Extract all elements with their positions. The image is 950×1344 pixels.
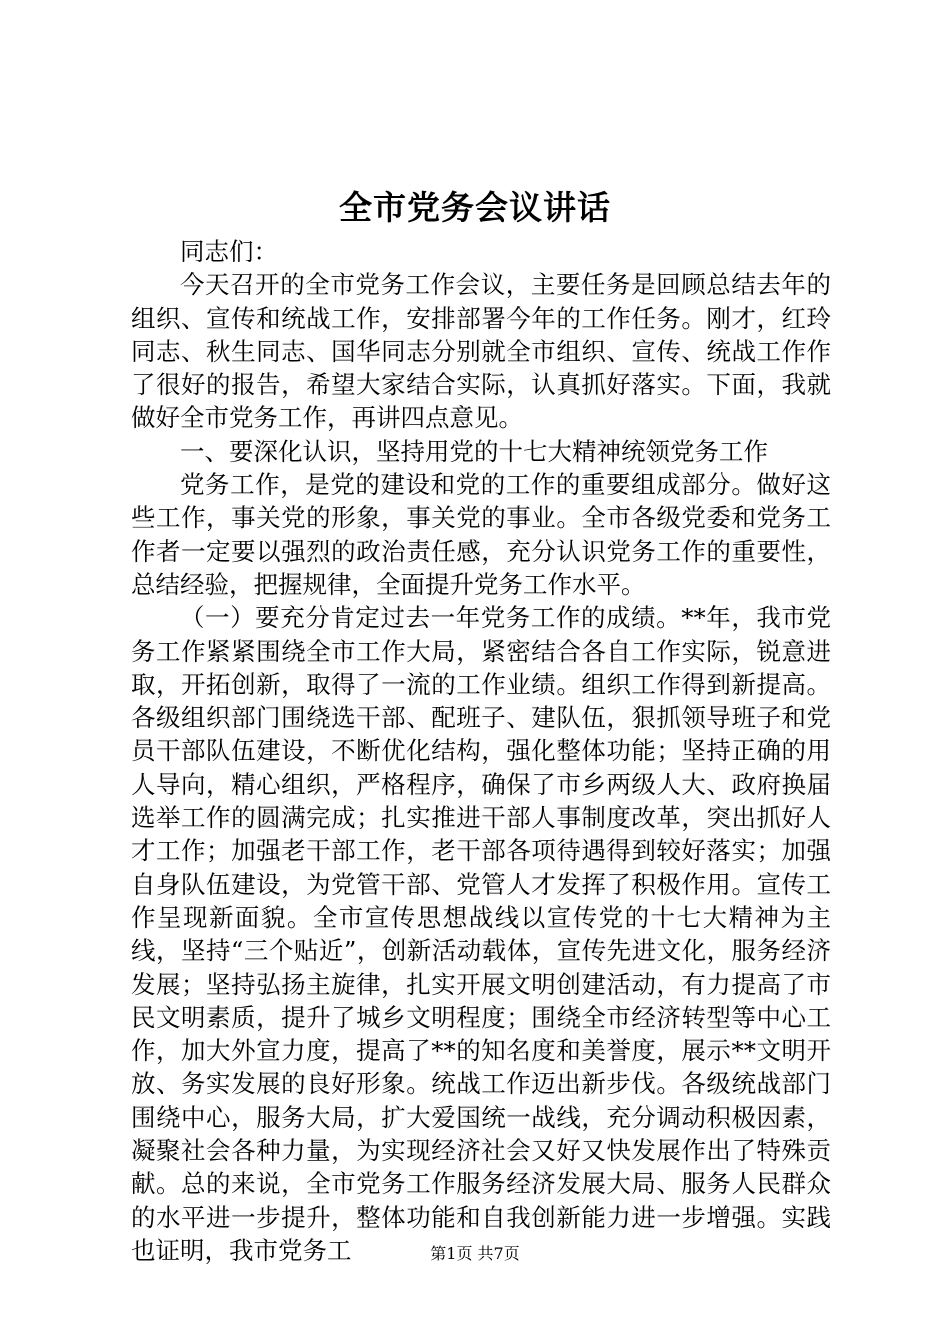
document-title: 全市党务会议讲话 <box>339 188 611 227</box>
section-heading-1: 一、要深化认识，坚持用党的十七大精神统领党务工作 <box>180 436 768 466</box>
document-body <box>131 235 831 1267</box>
salutation-paragraph: 同志们： <box>180 237 278 266</box>
intro-paragraph: 今天召开的全市党务工作会议，主要任务是回顾总结去年的组织、宣传和统战工作，安排部署今年的工作任务。刚才，红玲同志、秋生同志、国华同志分别就全市组织、宣传、统战工作作了很好的报告，希望大家结合实际，认真抓好落实。下面，我就做好全市党务工作，再讲四点意见。 <box>131 270 831 433</box>
subsection-paragraph-1: （一）要充分肯定过去一年党务工作的成绩。**年，我市党务工作紧紧围绕全市工作大局，紧密结合各自工作实际，锐意进取，开拓创新，取得了一流的工作业绩。组织工作得到新提高。各级组织部门围绕选干部、配班子、建队伍，狠抓领导班子和党员干部队伍建设，不断优化结构，强化整体功能；坚持正确的用人导向，精心组织，严格程序，确保了市乡两级人大、政府换届选举工作的圆满完成；扎实推进干部人事制度改革，突出抓好人才工作；加强老干部工作，老干部各项待遇得到较好落实；加强自身队伍建设，为党管干部、党管人才发挥了积极作用。宣传工作呈现新面貌。全市宣传思想战线以宣传党的十七大精神为主线，坚持“三个贴近”，创新活动载体，宣传先进文化，服务经济发展；坚持弘扬主旋律，扎实开展文明创建活动，有力提高了市民文明素质，提升了城乡文明程度；围绕全市经济转型等中心工作，加大外宣力度，提高了**的知名度和美誉度，展示**文明开放、务实发展的良好形象。统战工作迈出新步伐。各级统战部门围绕中心，服务大局，扩大爱国统一战线，充分调动积极因素，凝聚社会各种力量，为实现经济社会又好又快发展作出了特殊贡献。总的来说，全市党务工作服务经济发展大局、服务人民群众的水平进一步提升，整体功能和自我创新能力进一步增强。实践也证明，我市党务工 <box>131 603 831 1265</box>
page-footer: 第1页 共7页 <box>430 1244 520 1263</box>
body-paragraph: 党务工作，是党的建设和党的工作的重要组成部分。做好这些工作，事关党的形象，事关党的事业。全市各级党委和党务工作者一定要以强烈的政治责任感，充分认识党务工作的重要性，总结经验，把握规律，全面提升党务工作水平。 <box>131 470 831 599</box>
